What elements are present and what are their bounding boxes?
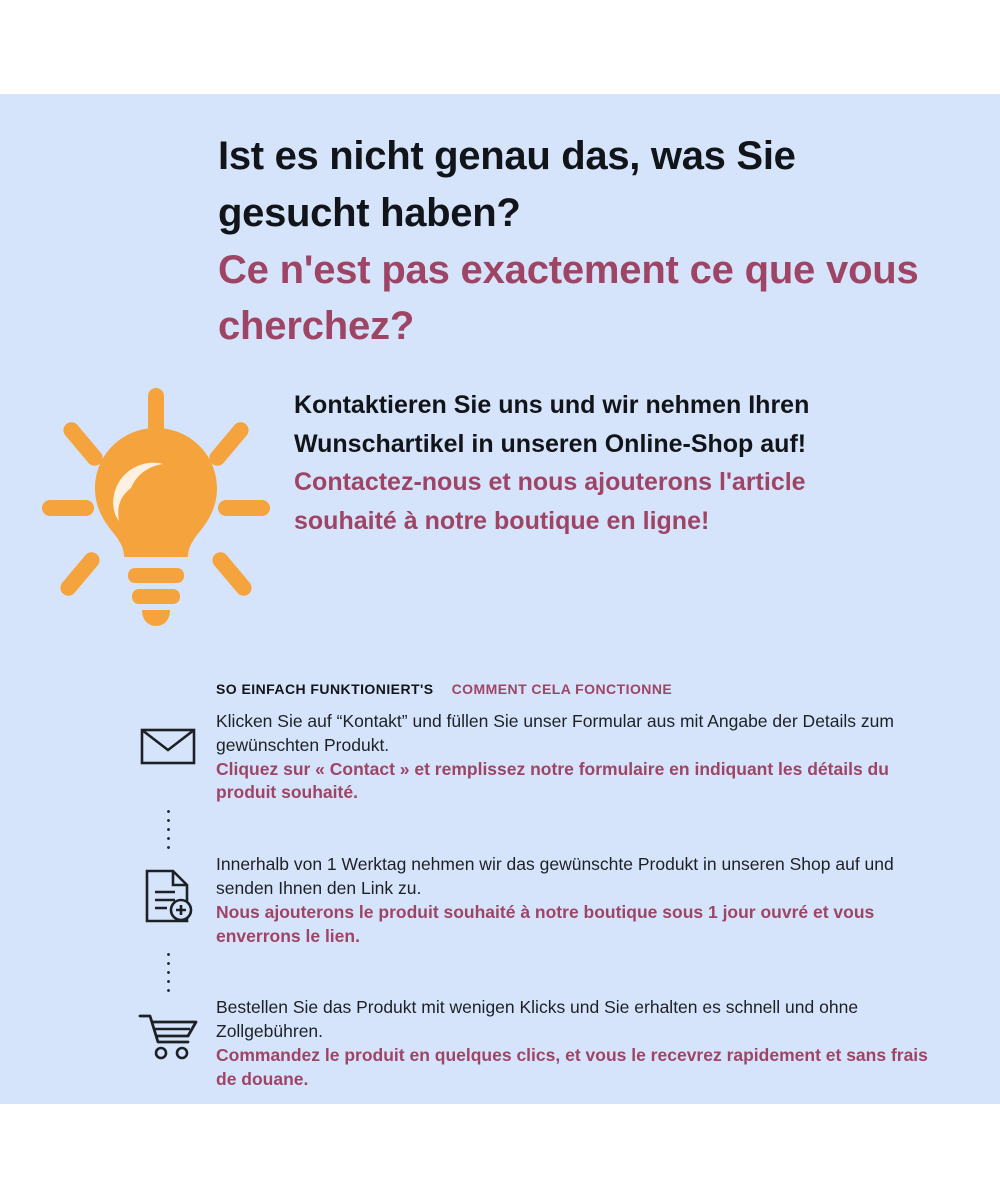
how-it-works-header (216, 681, 672, 697)
step-item-3 (120, 994, 940, 1091)
dotted-connector (167, 807, 170, 849)
headline-french: Ce n'est pas exactement ce que vous cherchez? (218, 247, 919, 349)
step-3-french: Commandez le produit en quelques clics, et vous le recevrez rapidement et sans frais de douane. (216, 1044, 928, 1089)
step-connector-1 (120, 805, 940, 851)
shopping-cart-icon (120, 994, 216, 1060)
step-connector-2 (120, 948, 940, 994)
step-item-2 (120, 851, 940, 948)
step-2-german: Innerhalb von 1 Werktag nehmen wir das gewünschte Produkt in unseren Shop auf und senden Ihnen den Link zu. (216, 854, 894, 898)
step-2-french: Nous ajouterons le produit souhaité à notre boutique sous 1 jour ouvré et vous enverrons le lien. (216, 901, 875, 946)
step-3-german: Bestellen Sie das Produkt mit wenigen Klicks und Sie erhalten es schnell und ohne Zollgebühren. (216, 997, 859, 1042)
step-text-3 (216, 994, 940, 1091)
headline-german: Ist es nicht genau das, was Sie gesucht haben? (218, 134, 796, 235)
how-it-works-french: COMMENT CELA FONCTIONNE (451, 681, 673, 697)
dotted-connector (167, 950, 170, 992)
how-it-works-german: SO EINFACH FUNKTIONIERT'S (216, 681, 434, 697)
intro-french: Contactez-nous et nous ajouterons l'article souhaité à notre boutique en ligne! (294, 468, 806, 535)
headline-block (218, 128, 948, 355)
lightbulb-icon (36, 382, 276, 642)
step-1-german: Klicken Sie auf “Kontakt” und füllen Sie unser Formular aus mit Angabe der Details zum gewünschten Produkt. (216, 711, 894, 755)
intro-german: Kontaktieren Sie uns und wir nehmen Ihren Wunschartikel in unseren Online-Shop auf! (294, 391, 810, 458)
intro-block (294, 386, 894, 540)
envelope-icon (120, 708, 216, 766)
step-item-1 (120, 708, 940, 805)
step-text-1 (216, 708, 940, 805)
step-1-french: Cliquez sur « Contact » et remplissez notre formulaire en indiquant les détails du produit souhaité. (216, 758, 889, 803)
steps-list (120, 708, 940, 1092)
document-add-icon (120, 851, 216, 923)
step-text-2 (216, 851, 940, 948)
